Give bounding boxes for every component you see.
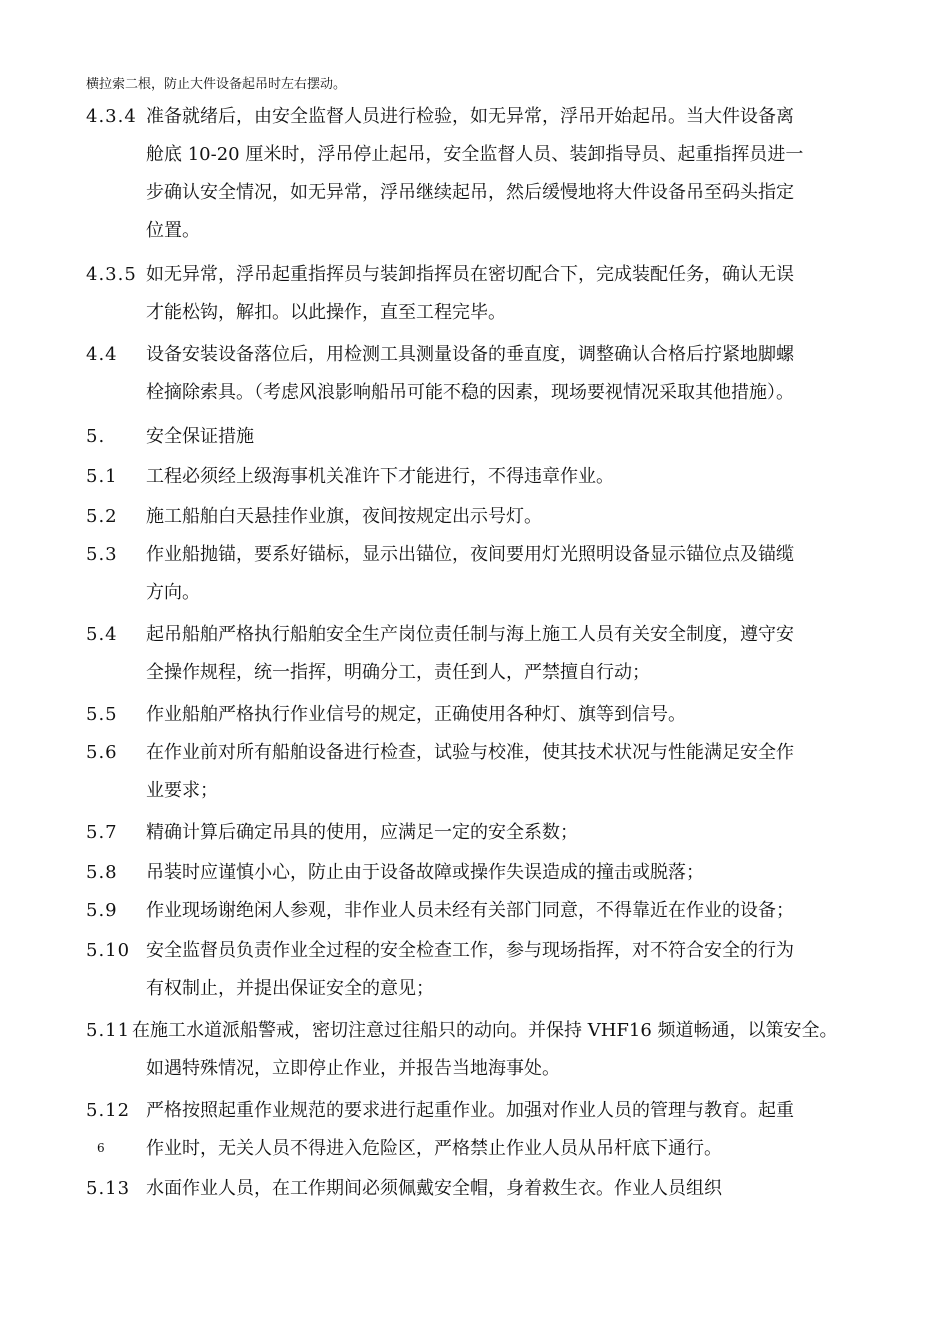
clause-text-line: 水面作业人员，在工作期间必须佩戴安全帽，身着救生衣。作业人员组织 <box>146 1178 722 1199</box>
clause-5-2 <box>86 498 896 536</box>
clause-text-line: 栓摘除索具。（考虑风浪影响船吊可能不稳的因素，现场要视情况采取其他措施）。 <box>146 382 794 403</box>
clause-number: 5.5 <box>86 704 118 725</box>
clause-5-4 <box>86 616 896 692</box>
clause-5-11 <box>86 1012 896 1088</box>
clause-number: 5.6 <box>86 742 118 763</box>
clause-text-line: 安全监督员负责作业全过程的安全检查工作，参与现场指挥，对不符合安全的行为 <box>146 940 794 961</box>
clause-text-line: 如无异常，浮吊起重指挥员与装卸指挥员在密切配合下，完成装配任务，确认无误 <box>146 264 794 285</box>
clause-text-line: 施工船舶白天悬挂作业旗，夜间按规定出示号灯。 <box>146 506 542 527</box>
clause-text-line: 业要求； <box>146 780 218 801</box>
clause-text-line: 准备就绪后，由安全监督人员进行检验，如无异常，浮吊开始起吊。当大件设备离 <box>146 106 794 127</box>
clause-text-line: 方向。 <box>146 582 200 603</box>
clause-number: 5.11 <box>86 1020 131 1041</box>
clause-text-line: 步确认安全情况，如无异常，浮吊继续起吊，然后缓慢地将大件设备吊至码头指定 <box>146 182 794 203</box>
clause-4-3-5 <box>86 256 896 332</box>
clause-5-9 <box>86 892 896 930</box>
page-number: 6 <box>97 1141 105 1155</box>
clause-number: 5.2 <box>86 506 118 527</box>
clause-text-line: 作业时，无关人员不得进入危险区，严格禁止作业人员从吊杆底下通行。 <box>146 1138 722 1159</box>
clause-5-3 <box>86 536 896 612</box>
clause-5-5 <box>86 696 896 734</box>
clause-number: 5.1 <box>86 466 118 487</box>
clause-number: 4.3.4 <box>86 106 137 127</box>
clause-number: 5. <box>86 426 106 447</box>
clause-number: 4.3.5 <box>86 264 137 285</box>
clause-4-3-4 <box>86 98 896 250</box>
clause-text-line: 作业船抛锚，要系好锚标，显示出锚位，夜间要用灯光照明设备显示锚位点及锚缆 <box>146 544 794 565</box>
clause-text-line: 如遇特殊情况，立即停止作业，并报告当地海事处。 <box>146 1058 560 1079</box>
clause-text-line: 严格按照起重作业规范的要求进行起重作业。加强对作业人员的管理与教育。起重 <box>146 1100 794 1121</box>
clause-number: 5.3 <box>86 544 118 565</box>
clause-5-12 <box>86 1092 896 1168</box>
clause-5-6 <box>86 734 896 810</box>
clause-5-13 <box>86 1170 896 1208</box>
clause-text-line: 在作业前对所有船舶设备进行检查，试验与校准，使其技术状况与性能满足安全作 <box>146 742 794 763</box>
top-continuation-line: 横拉索二根，防止大件设备起吊时左右摆动。 <box>86 77 347 92</box>
clause-text-line: 舱底 10-20 厘米时，浮吊停止起吊，安全监督人员、装卸指导员、起重指挥员进一 <box>146 144 804 165</box>
section-heading: 安全保证措施 <box>146 426 254 447</box>
clause-number: 5.9 <box>86 900 118 921</box>
clause-5-7 <box>86 814 896 852</box>
clause-text-line: 才能松钩，解扣。以此操作，直至工程完毕。 <box>146 302 506 323</box>
clause-text-line: 精确计算后确定吊具的使用，应满足一定的安全系数； <box>146 822 578 843</box>
clause-5-8 <box>86 854 896 892</box>
clause-4-4 <box>86 336 896 412</box>
clause-number: 5.7 <box>86 822 118 843</box>
clause-text-line: 吊装时应谨慎小心，防止由于设备故障或操作失误造成的撞击或脱落； <box>146 862 704 883</box>
clause-5-10 <box>86 932 896 1008</box>
clause-number: 5.8 <box>86 862 118 883</box>
clause-text-line: 在施工水道派船警戒，密切注意过往船只的动向。并保持 VHF16 频道畅通，以策安全。 <box>132 1020 838 1041</box>
clause-text-line: 设备安装设备落位后，用检测工具测量设备的垂直度，调整确认合格后拧紧地脚螺 <box>146 344 794 365</box>
clause-number: 5.12 <box>86 1100 131 1121</box>
clause-text-line: 位置。 <box>146 220 200 241</box>
clause-number: 5.10 <box>86 940 131 961</box>
clause-text-line: 全操作规程，统一指挥，明确分工，责任到人，严禁擅自行动； <box>146 662 650 683</box>
clause-5-1 <box>86 458 896 496</box>
clause-text-line: 作业船舶严格执行作业信号的规定，正确使用各种灯、旗等到信号。 <box>146 704 686 725</box>
clause-text-line: 起吊船舶严格执行船舶安全生产岗位责任制与海上施工人员有关安全制度，遵守安 <box>146 624 794 645</box>
clause-text-line: 工程必须经上级海事机关准许下才能进行，不得违章作业。 <box>146 466 614 487</box>
clause-number: 5.13 <box>86 1178 131 1199</box>
clause-text-line: 有权制止，并提出保证安全的意见； <box>146 978 434 999</box>
clause-text-line: 作业现场谢绝闲人参观，非作业人员未经有关部门同意，不得靠近在作业的设备； <box>146 900 794 921</box>
clause-number: 4.4 <box>86 344 118 365</box>
clause-number: 5.4 <box>86 624 118 645</box>
clause-5 <box>86 418 896 456</box>
